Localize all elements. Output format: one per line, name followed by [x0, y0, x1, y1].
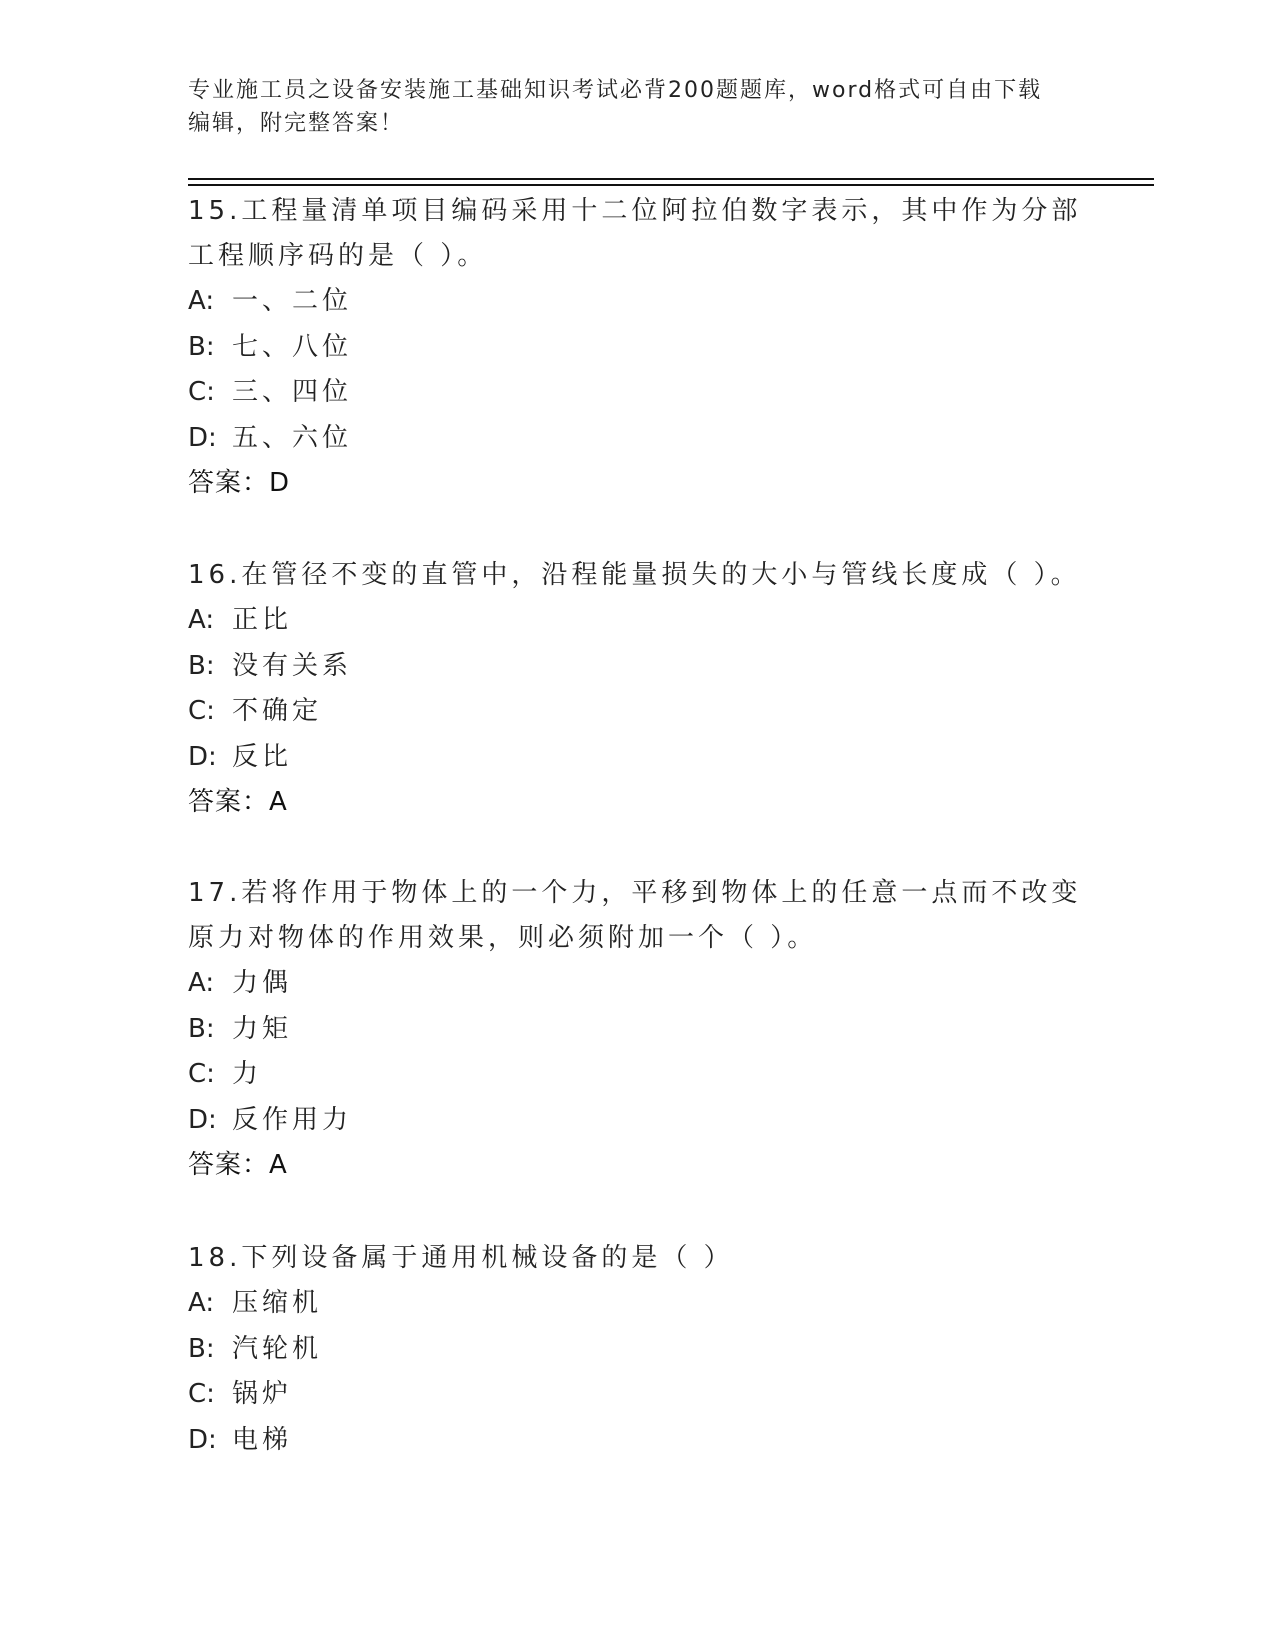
option-text: 一、二位	[232, 286, 353, 316]
option-text: 反比	[232, 741, 293, 772]
option-c	[188, 1052, 1088, 1098]
option-text: 锅炉	[232, 1379, 293, 1409]
header-divider-top	[188, 178, 1154, 180]
option-c	[188, 1372, 1088, 1418]
option-b	[188, 1007, 1088, 1053]
option-text: 没有关系	[232, 650, 353, 681]
option-b	[188, 644, 1088, 690]
question-15	[188, 189, 1088, 507]
option-d	[188, 1418, 1088, 1464]
option-key: D:	[188, 1424, 217, 1455]
answer-line: 答案：A	[188, 1150, 288, 1180]
option-text: 压缩机	[232, 1288, 323, 1318]
option-key: B:	[188, 650, 215, 681]
option-d	[188, 735, 1088, 781]
option-d	[188, 416, 1088, 462]
header-divider-bottom	[188, 184, 1154, 186]
option-text: 不确定	[232, 696, 323, 726]
option-a	[188, 279, 1088, 325]
question-stem: 15.工程量清单项目编码采用十二位阿拉伯数字表示，其中作为分部工程顺序码的是（ ）。	[188, 196, 1082, 271]
option-a	[188, 961, 1088, 1007]
option-text: 汽轮机	[232, 1333, 323, 1364]
option-d	[188, 1098, 1088, 1144]
option-key: C:	[188, 377, 215, 407]
option-key: C:	[188, 696, 215, 726]
question-stem: 16.在管径不变的直管中，沿程能量损失的大小与管线长度成（ ）。	[188, 560, 1081, 590]
option-b	[188, 1327, 1088, 1373]
option-text: 七、八位	[232, 331, 353, 362]
option-b	[188, 325, 1088, 371]
option-text: 电梯	[232, 1424, 293, 1455]
option-key: B:	[188, 1333, 215, 1364]
option-key: B:	[188, 331, 215, 362]
option-key: B:	[188, 1013, 215, 1044]
option-key: C:	[188, 1059, 215, 1089]
option-text: 反作用力	[232, 1104, 353, 1135]
header-line-2: 编辑，附完整答案！	[188, 111, 405, 136]
question-17	[188, 871, 1088, 1189]
option-text: 五、六位	[232, 422, 353, 453]
question-stem: 17.若将作用于物体上的一个力，平移到物体上的任意一点而不改变原力对物体的作用效果，则必须附加一个（ ）。	[188, 878, 1082, 953]
option-key: D:	[188, 741, 217, 772]
option-key: A:	[188, 286, 215, 316]
answer-line: 答案：A	[188, 787, 288, 817]
question-stem: 18.下列设备属于通用机械设备的是（ ）	[188, 1243, 734, 1273]
option-key: D:	[188, 1104, 217, 1135]
option-text: 力	[232, 1059, 263, 1089]
option-key: A:	[188, 1288, 215, 1318]
answer-line: 答案：D	[188, 468, 291, 498]
option-key: C:	[188, 1379, 215, 1409]
document-header	[188, 74, 1088, 140]
option-a	[188, 598, 1088, 644]
question-18	[188, 1236, 1088, 1463]
option-key: A:	[188, 605, 215, 635]
option-c	[188, 689, 1088, 735]
question-16	[188, 553, 1088, 826]
option-text: 力偶	[232, 968, 293, 998]
option-a	[188, 1281, 1088, 1327]
option-key: D:	[188, 422, 217, 453]
option-key: A:	[188, 968, 215, 998]
option-text: 正比	[232, 605, 293, 635]
header-line-1: 专业施工员之设备安装施工基础知识考试必背200题题库，word格式可自由下载	[188, 78, 1043, 103]
option-text: 力矩	[232, 1013, 293, 1044]
option-c	[188, 370, 1088, 416]
option-text: 三、四位	[232, 377, 353, 407]
